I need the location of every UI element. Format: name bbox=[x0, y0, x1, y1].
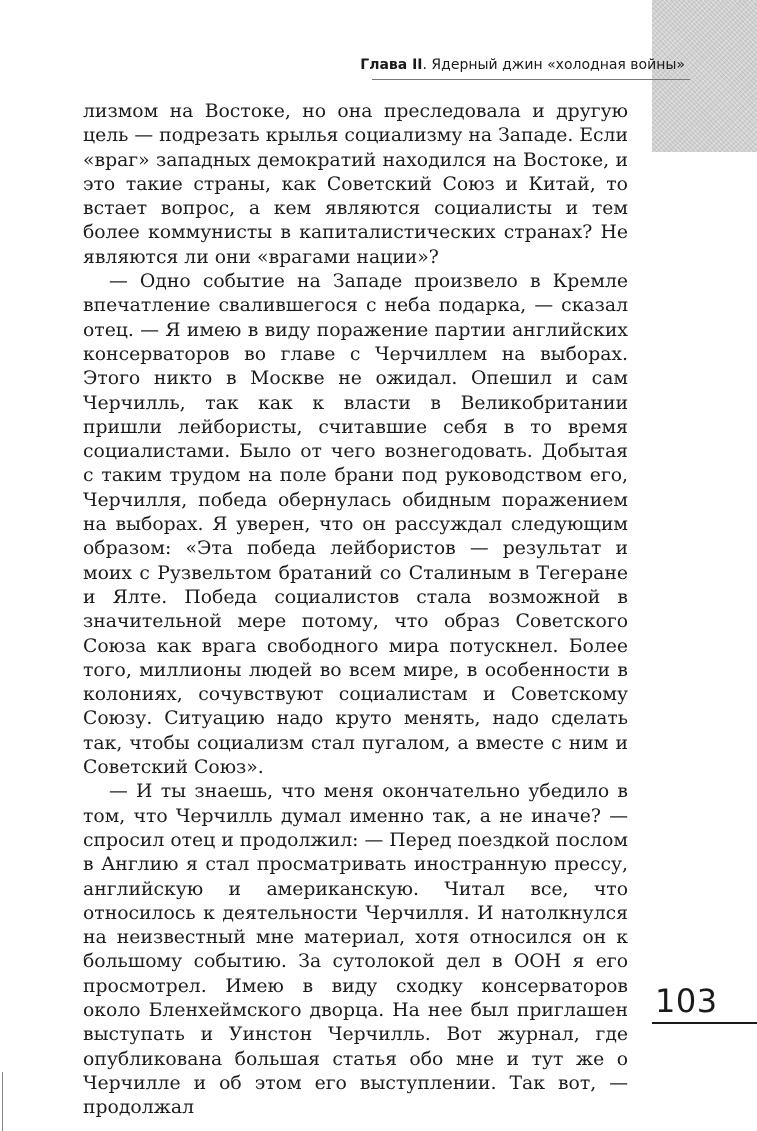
header-rule bbox=[372, 79, 690, 80]
scan-corner-shading bbox=[652, 0, 757, 152]
chapter-title: . Ядерный джин «холодная войны» bbox=[422, 57, 685, 73]
page-number: 103 bbox=[655, 982, 718, 1020]
body-text bbox=[83, 100, 628, 1120]
paragraph-1: лизмом на Востоке, но она преследовала и другую цель — подрезать крылья социализму на Западе. Если «враг» западных демократий находился на Востоке, и это такие страны, как Советский Союз и Китай, то встает вопрос, а кем являются социалисты и тем более коммунисты в капиталистических странах? Не являются ли они «врагами нации»? bbox=[83, 101, 628, 268]
scan-edge-mark bbox=[2, 1072, 3, 1131]
page-number-rule bbox=[652, 1022, 757, 1024]
paragraph-2: — Одно событие на Западе произвело в Кремле впечатление свалившегося с неба подарка, — сказал отец. — Я имею в виду поражение партии английских консерваторов во главе с Черчиллем на выборах. Этого никто в Москве не ожидал. Опешил и сам Черчилль, так как к власти в Великобритании пришли лейбористы, считавшие себя в то время социалистами. Было от чего вознегодовать. Добытая с таким трудом на поле брани под руководством его, Черчилля, победа обернулась обидным поражением на выборах. Я уверен, что он рассуждал следующим образом: «Эта победа лейбористов — результат и моих с Рузвельтом братаний со Сталиным в Тегеране и Ялте. Победа социалистов стала возможной в значительной мере потому, что образ Советского Союза как врага свободного мира потускнел. Более того, миллионы людей во всем мире, в особенности в колониях, сочувствуют социалистам и Советскому Союзу. Ситуацию надо круто менять, надо сделать так, чтобы социализм стал пугалом, а вместе с ним и Советский Союз». bbox=[83, 271, 628, 779]
running-header bbox=[300, 57, 685, 73]
paragraph-3: — И ты знаешь, что меня окончательно убедило в том, что Черчилль думал именно так, а не иначе? — спросил отец и продолжил: — Перед поездкой послом в Англию я стал просматривать иностранную прессу, английскую и американскую. Читал все, что относилось к деятельности Черчилля. И натолкнулся на неизвестный мне материал, хотя относился он к большому событию. За сутолокой дел в ООН я его просмотрел. Имею в виду сходку консерваторов около Бленхеймского дворца. На нее был приглашен выступать и Уинстон Черчилль. Вот журнал, где опубликована большая статья обо мне и тут же о Черчилле и об этом его выступлении. Так вот, — продолжал bbox=[83, 781, 628, 1119]
chapter-label: Глава II bbox=[360, 57, 423, 73]
